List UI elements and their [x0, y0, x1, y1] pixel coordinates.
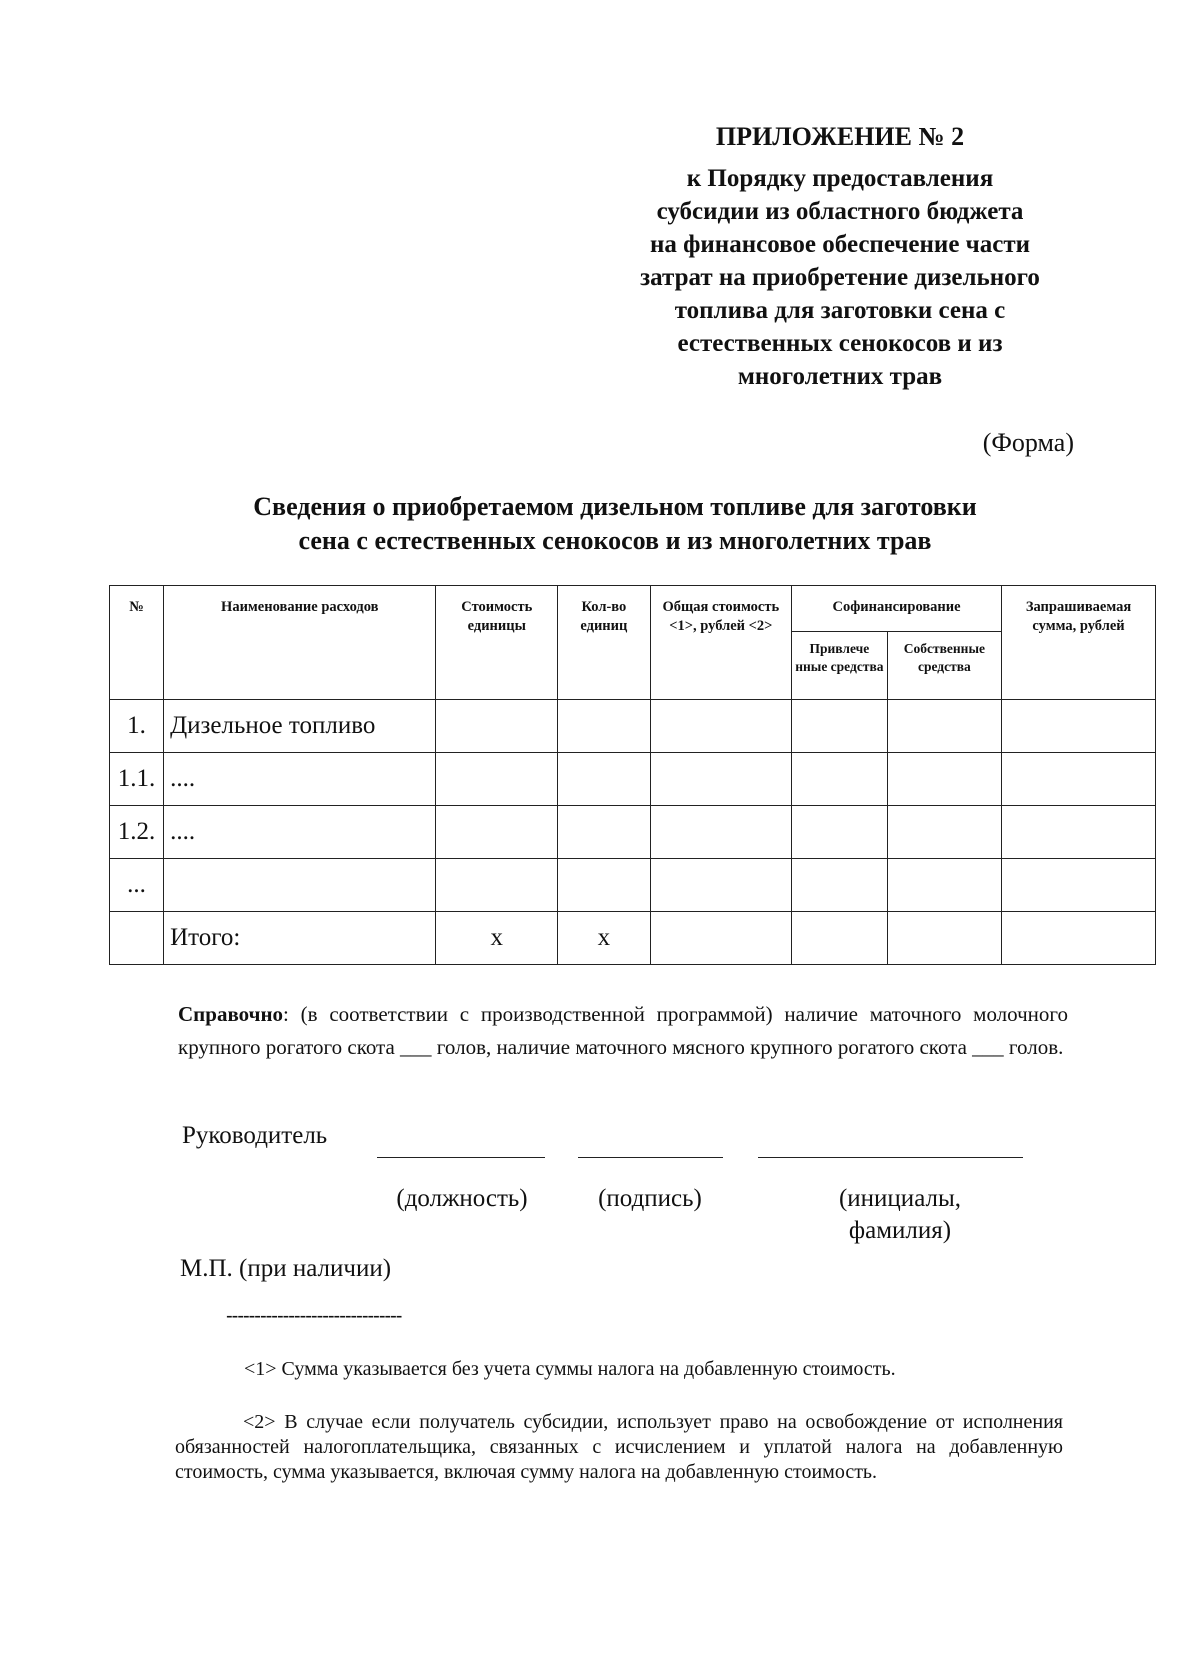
table-row	[110, 859, 1156, 912]
row-cell	[1002, 700, 1156, 753]
header-num: №	[110, 586, 164, 700]
row-cell	[792, 700, 888, 753]
row-cell	[887, 700, 1001, 753]
header-unit-cost: Стоимость единицы	[436, 586, 558, 700]
row-unit-cost: x	[436, 912, 558, 965]
reference-paragraph	[178, 998, 1068, 1064]
document-title-line: Сведения о приобретаемом дизельном топливе для заготовки	[253, 492, 977, 521]
footnote-2-text: на освобождение от исполнения обязанностей налогоплательщика, связанных с исчислением и уплатой налога на добавленную стоимость, сумма указывается, включая сумму налога на добавленную стоимость.	[175, 1411, 1063, 1483]
header-own-funds: Собственные средства	[887, 632, 1001, 700]
row-quantity	[558, 700, 651, 753]
form-label: (Форма)	[982, 428, 1074, 457]
name-caption-line: (инициалы,	[838, 1185, 962, 1212]
row-num: 1.1.	[110, 753, 164, 806]
header-cofinancing: Софинансирование	[792, 586, 1002, 632]
table-row	[110, 753, 1156, 806]
row-cell	[1002, 859, 1156, 912]
row-num	[110, 912, 164, 965]
footnote-1: <1> Сумма указывается без учета суммы налога на добавленную стоимость.	[244, 1358, 896, 1380]
signature-caption: (подпись)	[598, 1185, 702, 1212]
row-num: ...	[110, 859, 164, 912]
row-cell	[650, 753, 791, 806]
appendix-line: к Порядку предоставления	[686, 165, 994, 192]
table-row-total	[110, 912, 1156, 965]
row-num: 1.2.	[110, 806, 164, 859]
header-requested-amount: Запрашиваемая сумма, рублей	[1002, 586, 1156, 700]
row-cell	[887, 859, 1001, 912]
expense-table	[109, 585, 1156, 965]
name-caption	[800, 1183, 1000, 1247]
reference-label: Справочно	[178, 1002, 284, 1026]
row-name: Дизельное топливо	[164, 700, 436, 753]
appendix-line: многолетних трав	[737, 363, 943, 390]
signature-line	[578, 1157, 723, 1158]
row-cell	[1002, 806, 1156, 859]
appendix-line: на финансовое обеспечение части	[649, 231, 1031, 258]
appendix-line: топлива для заготовки сена с	[674, 297, 1006, 324]
row-cell	[887, 912, 1001, 965]
header-total-cost: Общая стоимость <1>, рублей <2>	[650, 586, 791, 700]
header-attracted-funds: Привлече нные средства	[792, 632, 888, 700]
row-cell	[887, 806, 1001, 859]
position-line	[377, 1157, 545, 1158]
row-cell	[792, 859, 888, 912]
row-cell	[650, 912, 791, 965]
header-name: Наименование расходов	[164, 586, 436, 700]
appendix-line: затрат на приобретение дизельного	[640, 264, 1040, 291]
row-cell	[1002, 912, 1156, 965]
row-quantity	[558, 806, 651, 859]
appendix-line: естественных сенокосов и из	[677, 330, 1003, 357]
name-caption-line: фамилия)	[848, 1217, 952, 1244]
row-cell	[792, 753, 888, 806]
row-cell	[1002, 753, 1156, 806]
position-caption: (должность)	[396, 1185, 528, 1212]
document-title	[110, 490, 1120, 558]
stamp-label: М.П. (при наличии)	[180, 1255, 392, 1282]
row-cell	[887, 753, 1001, 806]
appendix-title: ПРИЛОЖЕНИЕ № 2	[715, 122, 965, 151]
table-row	[110, 700, 1156, 753]
row-name: ....	[164, 753, 436, 806]
row-name: ....	[164, 806, 436, 859]
row-cell	[650, 700, 791, 753]
row-unit-cost	[436, 859, 558, 912]
row-num: 1.	[110, 700, 164, 753]
name-line	[758, 1157, 1023, 1158]
row-name	[164, 859, 436, 912]
row-unit-cost	[436, 806, 558, 859]
footnote-2-lead: <2> В случае если получатель субсидии, использует право	[243, 1411, 769, 1433]
footnote-2	[175, 1410, 1063, 1485]
footnote-separator: -------------------------------	[226, 1305, 402, 1327]
reference-text: : (в соответствии с производственной программой) наличие маточного молочного крупного рогатого скота ___ голов, наличие маточного мясного крупного рогатого скота ___ голов.	[178, 1002, 1068, 1059]
row-quantity: x	[558, 912, 651, 965]
table-row	[110, 806, 1156, 859]
header-quantity: Кол-во единиц	[558, 586, 651, 700]
row-name: Итого:	[164, 912, 436, 965]
row-cell	[650, 859, 791, 912]
appendix-line: субсидии из областного бюджета	[656, 198, 1024, 225]
row-unit-cost	[436, 753, 558, 806]
document-title-line: сена с естественных сенокосов и из многолетних трав	[298, 526, 932, 555]
row-unit-cost	[436, 700, 558, 753]
row-cell	[792, 806, 888, 859]
signatory-role: Руководитель	[182, 1122, 328, 1149]
row-cell	[650, 806, 791, 859]
row-quantity	[558, 753, 651, 806]
appendix-header	[570, 120, 1110, 393]
row-cell	[792, 912, 888, 965]
row-quantity	[558, 859, 651, 912]
